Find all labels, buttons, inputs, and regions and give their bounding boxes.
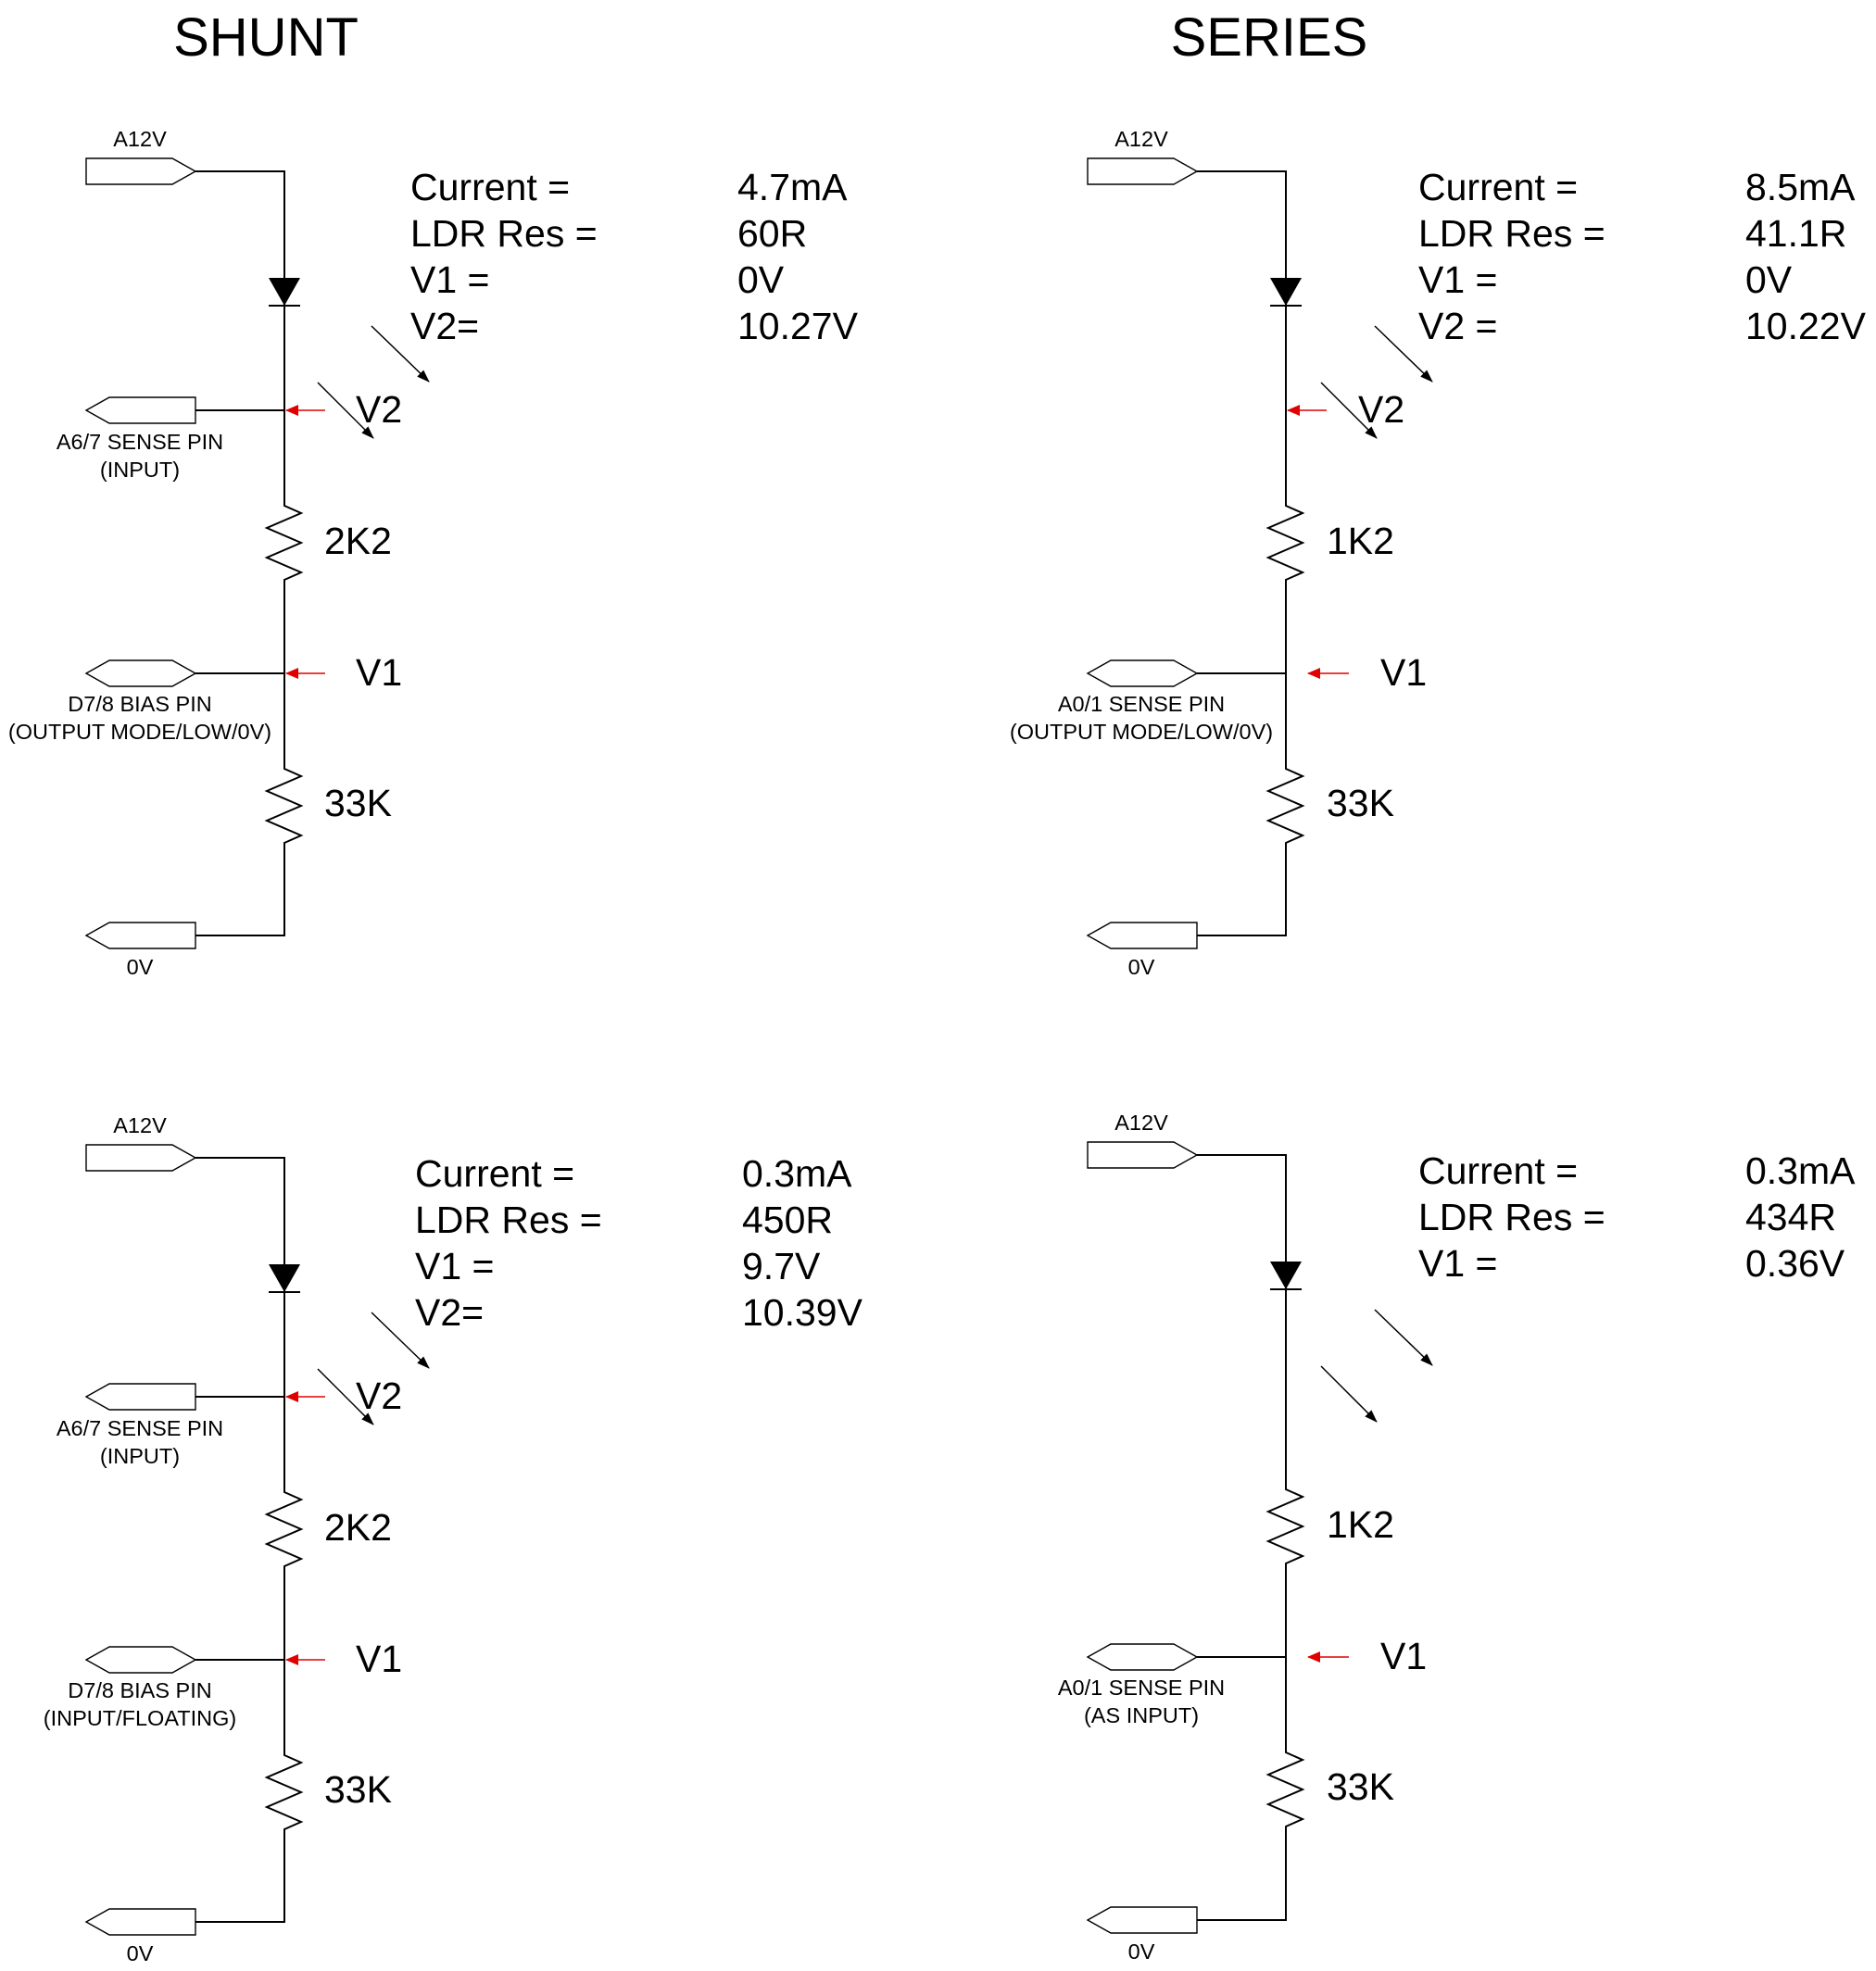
v1-label: V1 xyxy=(1380,1635,1428,1677)
v2-label: V2 xyxy=(356,388,403,431)
reading-value: 450R xyxy=(742,1199,834,1241)
supply-label: A12V xyxy=(1114,1111,1168,1135)
reading-value: 434R xyxy=(1745,1196,1837,1238)
sense-pin-mode: (INPUT) xyxy=(99,1444,181,1468)
reading-label: V1 = xyxy=(1418,258,1498,301)
v2-label: V2 xyxy=(1358,388,1405,431)
sense-pin-label: A6/7 SENSE PIN xyxy=(56,430,224,454)
sense-pin-mode: (INPUT) xyxy=(99,458,181,482)
diode-icon xyxy=(1270,1262,1302,1289)
bias-pin-label: D7/8 BIAS PIN xyxy=(68,692,212,716)
reading-label: LDR Res = xyxy=(410,212,598,255)
light-ray-arrow-icon xyxy=(1375,1310,1432,1365)
reading-label: Current = xyxy=(1418,166,1579,208)
r1-label: 1K2 xyxy=(1327,1503,1394,1546)
reading-label: Current = xyxy=(415,1152,575,1195)
shunt-circuit-top xyxy=(8,127,859,979)
diode-icon xyxy=(1270,278,1302,306)
reading-value: 8.5mA xyxy=(1745,166,1856,208)
ground-label: 0V xyxy=(1127,1940,1155,1964)
bias-pin-label: A0/1 SENSE PIN xyxy=(1057,692,1226,716)
r1-label: 2K2 xyxy=(324,520,392,562)
r1-label: 2K2 xyxy=(324,1506,392,1549)
ground-port-icon xyxy=(1088,923,1197,948)
bias-port-icon xyxy=(1088,1644,1197,1670)
readings-panel xyxy=(1418,1149,1856,1285)
light-ray-arrow-icon xyxy=(1321,1366,1377,1422)
r2-label: 33K xyxy=(324,1768,392,1811)
reading-value: 41.1R xyxy=(1745,212,1847,255)
reading-label: V2 = xyxy=(1418,305,1498,347)
bias-pin-mode: (INPUT/FLOATING) xyxy=(43,1706,237,1730)
reading-label: V1 = xyxy=(410,258,490,301)
reading-label: V2= xyxy=(410,305,480,347)
bias-port-icon xyxy=(86,1647,195,1673)
bias-pin-mode: (AS INPUT) xyxy=(1083,1703,1200,1727)
readings-panel xyxy=(415,1152,863,1334)
reading-label: V1 = xyxy=(1418,1242,1498,1285)
supply-label: A12V xyxy=(113,1113,167,1137)
reading-value: 0.3mA xyxy=(1745,1149,1856,1192)
sense-port-icon xyxy=(86,397,195,423)
v1-label: V1 xyxy=(356,1638,403,1680)
supply-port-icon xyxy=(86,1145,195,1171)
r1-label: 1K2 xyxy=(1327,520,1394,562)
diode-icon xyxy=(269,1264,300,1292)
ground-label: 0V xyxy=(1127,955,1155,979)
v1-label: V1 xyxy=(1380,651,1428,694)
diode-icon xyxy=(269,278,300,306)
ground-label: 0V xyxy=(126,1941,154,1965)
r2-label: 33K xyxy=(1327,782,1394,824)
reading-value: 10.27V xyxy=(737,305,858,347)
v1-label: V1 xyxy=(356,651,403,694)
bias-pin-label: A0/1 SENSE PIN xyxy=(1057,1676,1226,1700)
supply-label: A12V xyxy=(1114,127,1168,151)
series-circuit-bottom xyxy=(1058,1111,1856,1964)
supply-port-icon xyxy=(1088,1142,1197,1168)
bias-pin-mode: (OUTPUT MODE/LOW/0V) xyxy=(1009,720,1274,744)
r2-label: 33K xyxy=(1327,1765,1394,1808)
bias-pin-label: D7/8 BIAS PIN xyxy=(68,1678,212,1702)
reading-value: 4.7mA xyxy=(737,166,848,208)
reading-value: 0.36V xyxy=(1745,1242,1845,1285)
bias-port-icon xyxy=(86,660,195,686)
reading-value: 9.7V xyxy=(742,1245,821,1287)
shunt-circuit-bottom xyxy=(44,1113,863,1965)
reading-label: LDR Res = xyxy=(1418,1196,1605,1238)
supply-label: A12V xyxy=(113,127,167,151)
supply-port-icon xyxy=(86,158,195,184)
reading-value: 0.3mA xyxy=(742,1152,852,1195)
reading-value: 10.22V xyxy=(1745,305,1866,347)
reading-value: 0V xyxy=(737,258,785,301)
reading-value: 10.39V xyxy=(742,1291,862,1334)
v2-label: V2 xyxy=(356,1375,403,1417)
series-circuit-top xyxy=(1010,127,1867,979)
readings-panel xyxy=(410,166,859,347)
bias-pin-mode: (OUTPUT MODE/LOW/0V) xyxy=(7,720,272,744)
sense-pin-label: A6/7 SENSE PIN xyxy=(56,1416,224,1440)
reading-label: V2= xyxy=(415,1291,485,1334)
reading-value: 0V xyxy=(1745,258,1793,301)
ground-port-icon xyxy=(86,1909,195,1935)
reading-label: Current = xyxy=(410,166,571,208)
reading-label: LDR Res = xyxy=(415,1199,602,1241)
ground-port-icon xyxy=(86,923,195,948)
supply-port-icon xyxy=(1088,158,1197,184)
reading-value: 60R xyxy=(737,212,808,255)
r2-label: 33K xyxy=(324,782,392,824)
reading-label: LDR Res = xyxy=(1418,212,1605,255)
sense-port-icon xyxy=(86,1384,195,1410)
readings-panel xyxy=(1418,166,1867,347)
series-title: SERIES xyxy=(1170,7,1368,68)
reading-label: Current = xyxy=(1418,1149,1579,1192)
shunt-title: SHUNT xyxy=(173,7,359,68)
bias-port-icon xyxy=(1088,660,1197,686)
ground-port-icon xyxy=(1088,1907,1197,1933)
ground-label: 0V xyxy=(126,955,154,979)
reading-label: V1 = xyxy=(415,1245,495,1287)
